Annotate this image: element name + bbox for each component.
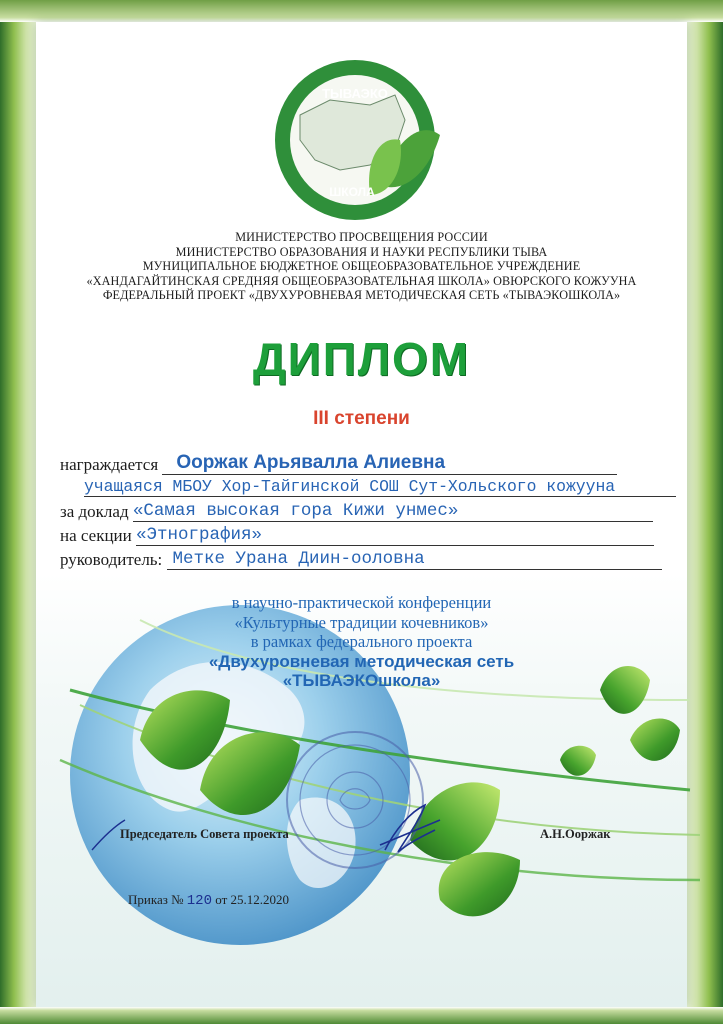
section-name: «Этнография» xyxy=(136,525,263,545)
header-line: «ХАНДАГАЙТИНСКАЯ СРЕДНЯЯ ОБЩЕОБРАЗОВАТЕЛЬНАЯ ШКОЛА» ОВЮРСКОГО КОЖУУНА xyxy=(86,273,637,288)
section-label: на секции xyxy=(60,526,132,545)
supervisor-name: Метке Урана Диин-ооловна xyxy=(172,549,425,569)
student-text: учащаяся МБОУ Хор-Тайгинской СОШ Сут-Хольского кожууна xyxy=(84,477,616,496)
header-line: МИНИСТЕРСТВО ОБРАЗОВАНИЯ И НАУКИ РЕСПУБЛИКИ ТЫВА xyxy=(175,244,548,259)
conference-line: «Двухуровневая методическая сеть xyxy=(208,651,515,671)
signature-label: Председатель Совета проекта xyxy=(120,827,289,841)
logo-bottom-text: ШКОЛА xyxy=(329,185,375,199)
header-line: МУНИЦИПАЛЬНОЕ БЮДЖЕТНОЕ ОБЩЕОБРАЗОВАТЕЛЬНОЕ УЧРЕЖДЕНИЕ xyxy=(142,259,581,273)
degree-label: III степени xyxy=(313,408,410,429)
awarded-label: награждается xyxy=(60,455,159,474)
header-line: МИНИСТЕРСТВО ПРОСВЕЩЕНИЯ РОССИИ xyxy=(235,230,488,244)
diploma-title: ДИПЛОМ xyxy=(252,333,471,385)
report-label: за доклад xyxy=(60,502,129,521)
conference-line: «ТЫВАЭКОшкола» xyxy=(282,671,441,690)
order-prefix: Приказ № xyxy=(128,892,184,907)
order-number: 120 xyxy=(186,893,212,909)
supervisor-label: руководитель: xyxy=(60,550,163,569)
signature-name: А.Н.Ооржак xyxy=(540,827,611,841)
signature-mark xyxy=(380,805,440,852)
conference-line: в научно-практической конференции xyxy=(231,593,492,612)
logo-top-text: ТЫВАЭКО xyxy=(322,86,388,101)
awardee-name: Ооржак Арьявалла Алиевна xyxy=(176,452,446,473)
conference-line: в рамках федерального проекта xyxy=(250,632,473,651)
report-title: «Самая высокая гора Кижи унмес» xyxy=(132,501,459,521)
order-line xyxy=(128,892,289,909)
order-suffix: от 25.12.2020 xyxy=(215,892,290,907)
conference-line: «Культурные традиции кочевников» xyxy=(234,612,489,632)
header-line: ФЕДЕРАЛЬНЫЙ ПРОЕКТ «ДВУХУРОВНЕВАЯ МЕТОДИЧЕСКАЯ СЕТЬ «ТЫВАЭКОШКОЛА» xyxy=(102,288,621,302)
